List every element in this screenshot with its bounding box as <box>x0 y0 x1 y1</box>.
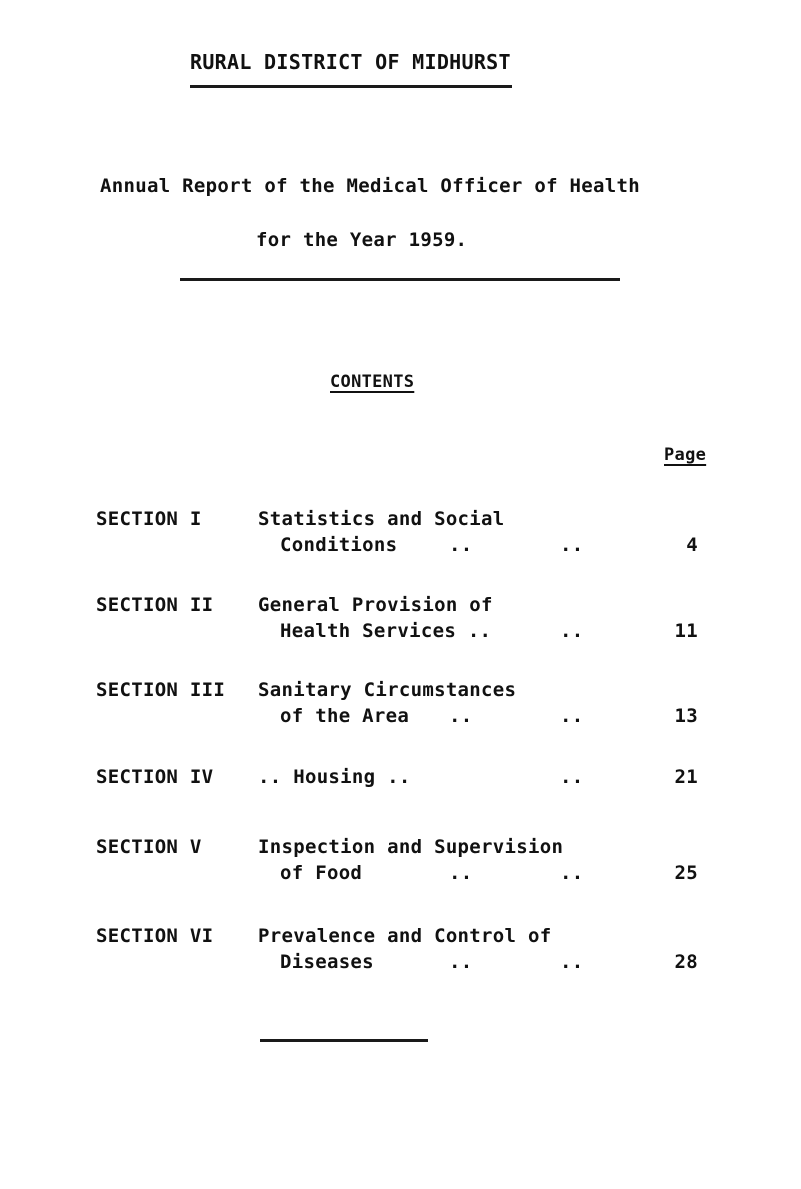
report-title-line2: for the Year 1959. <box>256 229 468 251</box>
toc-entry-section-4 <box>0 766 801 826</box>
leader-dots: .. <box>449 534 473 556</box>
entry-title-line1: Statistics and Social <box>258 508 505 530</box>
toc-entry-section-5 <box>0 836 801 896</box>
section-label: SECTION V <box>96 836 202 858</box>
entry-title-line1: Inspection and Supervision <box>258 836 564 858</box>
toc-entry-section-3 <box>0 679 801 739</box>
page-column-label: Page <box>664 445 707 465</box>
entry-title-line2: of the Area <box>280 705 410 727</box>
bottom-rule <box>260 1039 428 1042</box>
leader-dots: .. <box>449 951 473 973</box>
title-rule <box>180 278 620 281</box>
page-number: 21 <box>674 766 698 788</box>
leader-dots: .. <box>560 620 584 642</box>
leader-dots: .. <box>449 705 473 727</box>
entry-title-line1: Sanitary Circumstances <box>258 679 517 701</box>
leader-dots: .. <box>560 705 584 727</box>
section-label: SECTION II <box>96 594 214 616</box>
section-label: SECTION VI <box>96 925 214 947</box>
section-label: SECTION IV <box>96 766 214 788</box>
page-number: 11 <box>674 620 698 642</box>
district-title: RURAL DISTRICT OF MIDHURST <box>190 50 511 74</box>
toc-entry-section-2 <box>0 594 801 654</box>
entry-title-line2: Health Services .. <box>280 620 492 642</box>
page-number: 25 <box>674 862 698 884</box>
leader-dots: .. <box>560 951 584 973</box>
page-number: 28 <box>674 951 698 973</box>
toc-entry-section-6 <box>0 925 801 985</box>
entry-title-line1: .. Housing .. <box>258 766 411 788</box>
contents-heading: CONTENTS <box>330 372 415 392</box>
leader-dots: .. <box>449 862 473 884</box>
entry-title-line2: of Food <box>280 862 363 884</box>
report-title-line1: Annual Report of the Medical Officer of Health <box>100 175 640 197</box>
toc-entry-section-1 <box>0 508 801 568</box>
district-title-underline <box>190 85 512 88</box>
entry-title-line2: Conditions <box>280 534 398 556</box>
leader-dots: .. <box>560 862 584 884</box>
section-label: SECTION I <box>96 508 202 530</box>
entry-title-line2: Diseases <box>280 951 374 973</box>
page-number: 4 <box>686 534 698 556</box>
entry-title-line1: Prevalence and Control of <box>258 925 552 947</box>
page-number: 13 <box>674 705 698 727</box>
leader-dots: .. <box>560 766 584 788</box>
leader-dots: .. <box>560 534 584 556</box>
entry-title-line1: General Provision of <box>258 594 493 616</box>
section-label: SECTION III <box>96 679 226 701</box>
